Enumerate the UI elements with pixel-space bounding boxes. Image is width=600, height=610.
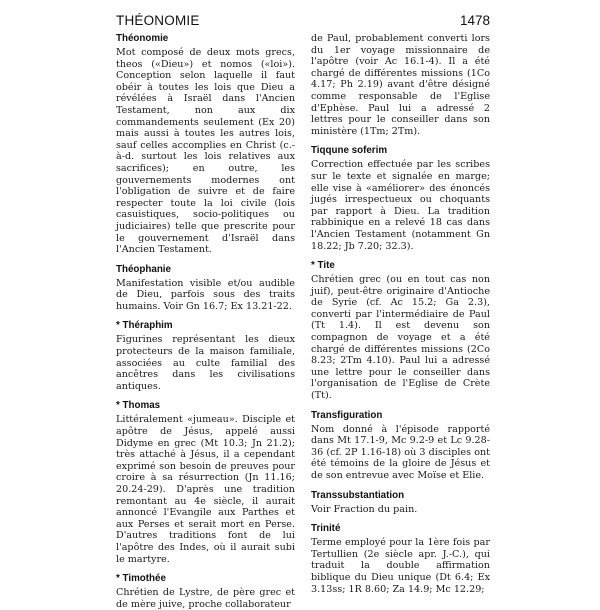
glossary-entry — [311, 33, 490, 137]
glossary-entry — [116, 264, 295, 313]
right-column — [311, 33, 490, 600]
entry-heading: * Tite — [311, 260, 335, 272]
entry-text: Chrétien de Lystre, de père grec et de mère juive, proche collaborateur — [116, 587, 295, 610]
glossary-entry — [311, 145, 490, 252]
entry-text: de Paul, probablement converti lors du 1er voyage missionnaire de l'apôtre (voir Ac 16.1-4). Il a été chargé de différentes missions (1Co 4.17; Ph 2.19) avant d'être désigné comme responsable de l'Eglise d'Ephèse. Paul lui a adressé 2 lettres pour le conseiller dans son ministère (1Tm; 2Tm). — [311, 33, 490, 137]
entry-heading: Tiqqune soferim — [311, 145, 388, 157]
glossary-entry — [311, 260, 490, 402]
glossary-entry — [116, 320, 295, 392]
running-title: THÉONOMIE — [116, 13, 200, 28]
entry-heading: Transsubstantiation — [311, 489, 405, 501]
entry-text: Figurines représentant les dieux protecteurs de la maison familiale, associées au culte familial des ancêtres dans les civilisations antiques. — [116, 334, 295, 392]
entry-text: Nom donné à l'épisode rapporté dans Mt 17.1-9, Mc 9.2-9 et Lc 9.28-36 (cf. 2P 1.16-18) où 3 disciples ont été témoins de la gloire de Jésus et de son entrevue avec Moïse et Elie. — [311, 423, 490, 481]
entry-text: Manifestation visible et/ou audible de Dieu, parfois sous des traits humains. Voir Gn 16.7; Ex 13.21-22. — [116, 277, 295, 312]
entry-heading: Trinité — [311, 523, 341, 535]
page-header — [116, 10, 490, 32]
entry-text: Correction effectuée par les scribes sur le texte et signalée en marge; elle vise à «améliorer» des énoncés jugés irrespectueux ou choquants par rapport à Dieu. La tradition rabbinique en a relevé 18 cas dans l'Ancien Testament (notamment Gn 18.22; Jb 7.20; 32.3). — [311, 159, 490, 252]
entry-heading: Transfiguration — [311, 409, 383, 421]
entry-text: Terme employé pour la 1ère fois par Tertullien (2e siècle apr. J.-C.), qui traduit la double affirmation biblique du Dieu unique (Dt 6.4; Ex 3.13ss; 1R 8.60; Za 14.9; Mc 12.29; — [311, 537, 490, 595]
glossary-columns — [116, 33, 490, 610]
entry-text: Littéralement «jumeau». Disciple et apôtre de Jésus, appelé aussi Didyme en grec (Mt 10.3; Jn 21.2); très attaché à Jésus, il a cependant exprimé son besoin de preuves pour croire à sa résurrection (Jn 11.16; 20.24-29). D'après une tradition remontant au 4e siècle, il aurait annoncé l'Evangile aux Parthes et aux Perses et serait mort en Perse. D'autres traditions font de lui l'apôtre des Indes, où il aurait subi le martyre. — [116, 414, 295, 565]
left-column — [116, 33, 295, 610]
entry-heading: * Thomas — [116, 400, 161, 412]
glossary-entry — [311, 490, 490, 516]
entry-text: Mot composé de deux mots grecs, theos («Dieu») et nomos («loi»). Conception selon laquelle il faut obéir à toutes les lois que Dieu a révélées à Israël dans l'Ancien Testament, non aux dix commandements seulement (Ex 20) mais aussi à toutes les autres lois, sauf celles accomplies en Christ (c.-à-d. surtout les lois relatives aux sacrifices); en outre, les gouvernements modernes ont l'obligation de suivre et de faire respecter toute la loi civile (lois casuistiques, socio-politiques ou judiciaires) telle que prescrite pour le gouvernement d'Israël dans l'Ancien Testament. — [116, 47, 295, 256]
page-number: 1478 — [459, 13, 490, 28]
glossary-entry — [311, 410, 490, 482]
entry-text: Voir Fraction du pain. — [311, 503, 418, 515]
entry-heading: Théonomie — [116, 33, 169, 44]
glossary-entry — [116, 573, 295, 610]
entry-heading: * Théraphim — [116, 320, 173, 332]
entry-text: Chrétien grec (ou en tout cas non juif), peut-être originaire d'Antioche de Syrie (cf. Ac 15.2; Ga 2.3), converti par l'intermédiaire de Paul (Tt 1.4). Il est devenu son compagnon de voyage et a été chargé de différentes missions (2Co 8.23; 2Tm 4.10). Paul lui a adressé une lettre pour le conseiller dans l'organisation de l'Eglise de Crète (Tt). — [311, 274, 490, 402]
glossary-entry — [116, 400, 295, 565]
glossary-entry — [311, 523, 490, 595]
entry-heading: * Timothée — [116, 573, 166, 585]
glossary-entry — [116, 33, 295, 256]
entry-heading: Théophanie — [116, 263, 171, 275]
